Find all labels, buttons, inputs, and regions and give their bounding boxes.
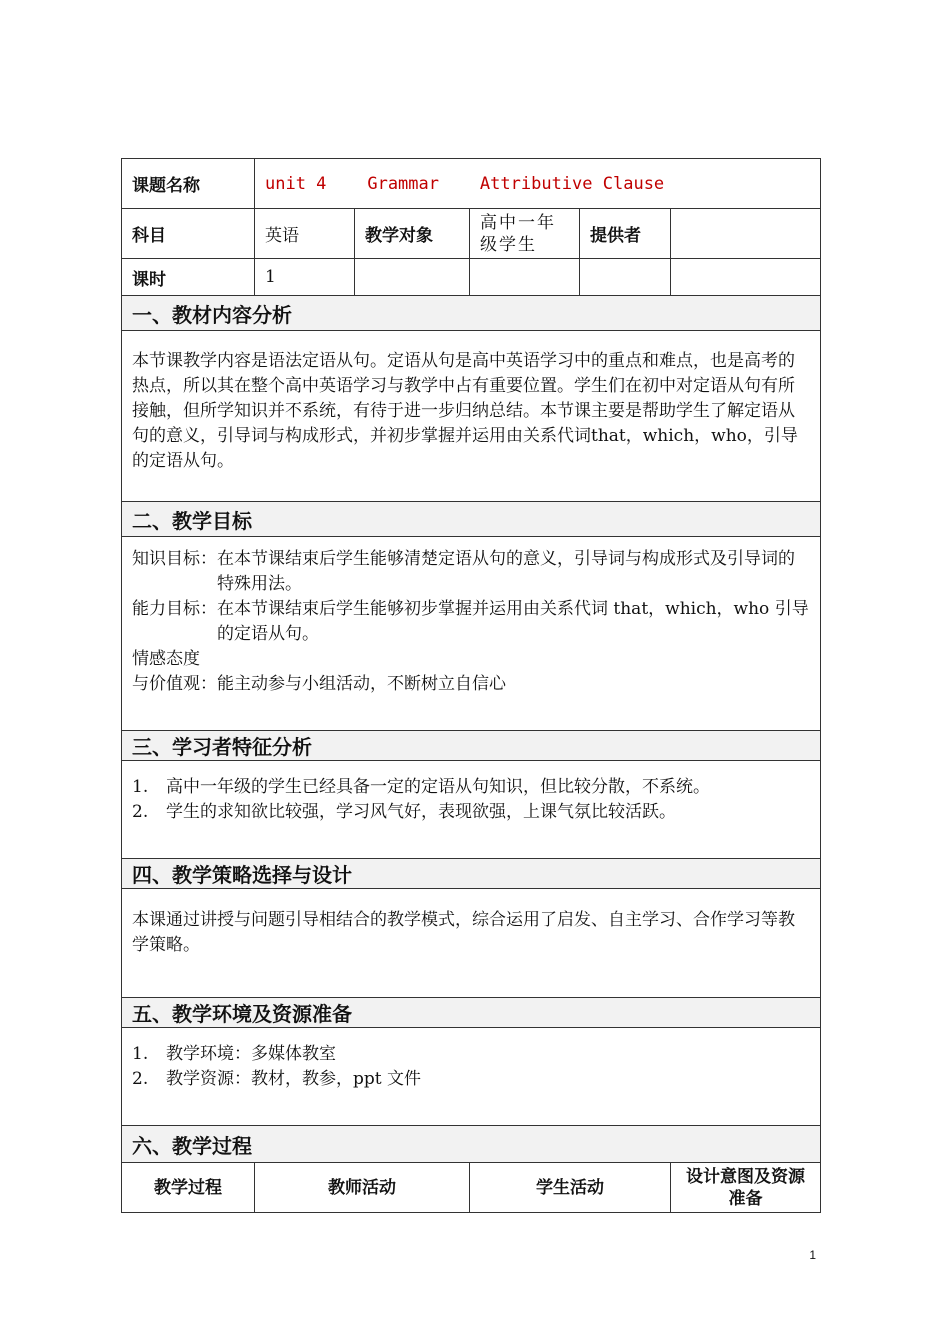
- section-body: [122, 1028, 821, 1126]
- list-item: [132, 1042, 810, 1067]
- empty-cell: [470, 259, 580, 296]
- process-table-header: [122, 1163, 821, 1213]
- list-item-number: 1.: [132, 776, 149, 797]
- topic-row: [122, 159, 821, 209]
- column-header-design: 设计意图及资源准备: [671, 1163, 821, 1213]
- learner-analysis-list: [122, 761, 821, 859]
- teaching-goals-content: [122, 537, 821, 731]
- list-item-text: 高中一年级的学生已经具备一定的定语从句知识，但比较分散，不系统。: [166, 776, 710, 797]
- knowledge-goal-label: 知识目标：: [132, 548, 217, 569]
- section-header: [122, 1126, 821, 1163]
- section-body: [122, 331, 821, 502]
- provider-label: 提供者: [580, 209, 671, 259]
- section-header: [122, 731, 821, 761]
- section-title-teaching-goals: 二、教学目标: [122, 502, 821, 537]
- emotion-goal-line2: 与价值观：能主动参与小组活动，不断树立自信心: [132, 673, 506, 694]
- section-body: [122, 537, 821, 731]
- emotion-goal-line1: 情感态度: [132, 648, 200, 669]
- section-body: [122, 889, 821, 998]
- period-label: 课时: [122, 259, 255, 296]
- material-analysis-paragraph: 本节课教学内容是语法定语从句。定语从句是高中英语学习中的重点和难点，也是高考的热点，所以其在整个高中英语学习与教学中占有重要位置。学生们在初中对定语从句有所接触，但所学知识并不系统，有待于进一步归纳总结。本节课主要是帮助学生了解定语从句的意义，引导词与构成形式，并初步掌握并运用由关系代词that，which，who，引导的定语从句。: [132, 350, 798, 471]
- ability-goal: [132, 597, 810, 647]
- section-header: [122, 502, 821, 537]
- section-title-material-analysis: 一、教材内容分析: [122, 296, 821, 331]
- period-value: 1: [255, 259, 355, 296]
- section-header: [122, 998, 821, 1028]
- column-header-teacher: 教师活动: [255, 1163, 470, 1213]
- list-item-number: 1.: [132, 1043, 149, 1064]
- section-body: [122, 761, 821, 859]
- column-header-student: 学生活动: [470, 1163, 671, 1213]
- environment-list: [122, 1028, 821, 1126]
- material-analysis-text: [122, 331, 821, 502]
- list-item: [132, 800, 810, 825]
- period-row: [122, 259, 821, 296]
- empty-cell: [580, 259, 671, 296]
- teaching-strategy-paragraph: 本课通过讲授与问题引导相结合的教学模式，综合运用了启发、自主学习、合作学习等教学策略。: [132, 910, 795, 955]
- section-title-environment: 五、教学环境及资源准备: [122, 998, 821, 1028]
- subject-value: 英语: [255, 209, 355, 259]
- ability-goal-label: 能力目标：: [132, 598, 217, 619]
- knowledge-goal: [132, 547, 810, 597]
- list-item-number: 2.: [132, 1068, 149, 1089]
- list-item-text: 学生的求知欲比较强，学习风气好，表现欲强，上课气氛比较活跃。: [166, 801, 676, 822]
- knowledge-goal-text: 在本节课结束后学生能够清楚定语从句的意义，引导词与构成形式及引导词的特殊用法。: [217, 548, 795, 594]
- list-item-text: 教学环境：多媒体教室: [166, 1043, 336, 1064]
- topic-value: unit 4 Grammar Attributive Clause: [255, 159, 821, 209]
- list-item: [132, 1067, 810, 1092]
- audience-label: 教学对象: [355, 209, 470, 259]
- list-item: [132, 775, 810, 800]
- section-title-teaching-process: 六、教学过程: [122, 1126, 821, 1163]
- lesson-plan-table: [121, 158, 821, 1213]
- page-number: 1: [809, 1248, 816, 1262]
- ability-goal-text: 在本节课结束后学生能够初步掌握并运用由关系代词 that，which，who 引导的定语从句。: [217, 598, 809, 644]
- empty-cell: [671, 259, 821, 296]
- topic-label: 课题名称: [122, 159, 255, 209]
- section-title-learner-analysis: 三、学习者特征分析: [122, 731, 821, 761]
- provider-value: [671, 209, 821, 259]
- section-title-teaching-strategy: 四、教学策略选择与设计: [122, 859, 821, 889]
- list-item-text: 教学资源：教材，教参，ppt 文件: [166, 1068, 421, 1089]
- subject-row: [122, 209, 821, 259]
- section-header: [122, 859, 821, 889]
- subject-label: 科目: [122, 209, 255, 259]
- audience-value: 高中一年级学生: [470, 209, 580, 259]
- teaching-strategy-text: [122, 889, 821, 998]
- column-header-process: 教学过程: [122, 1163, 255, 1213]
- list-item-number: 2.: [132, 801, 149, 822]
- empty-cell: [355, 259, 470, 296]
- section-header: [122, 296, 821, 331]
